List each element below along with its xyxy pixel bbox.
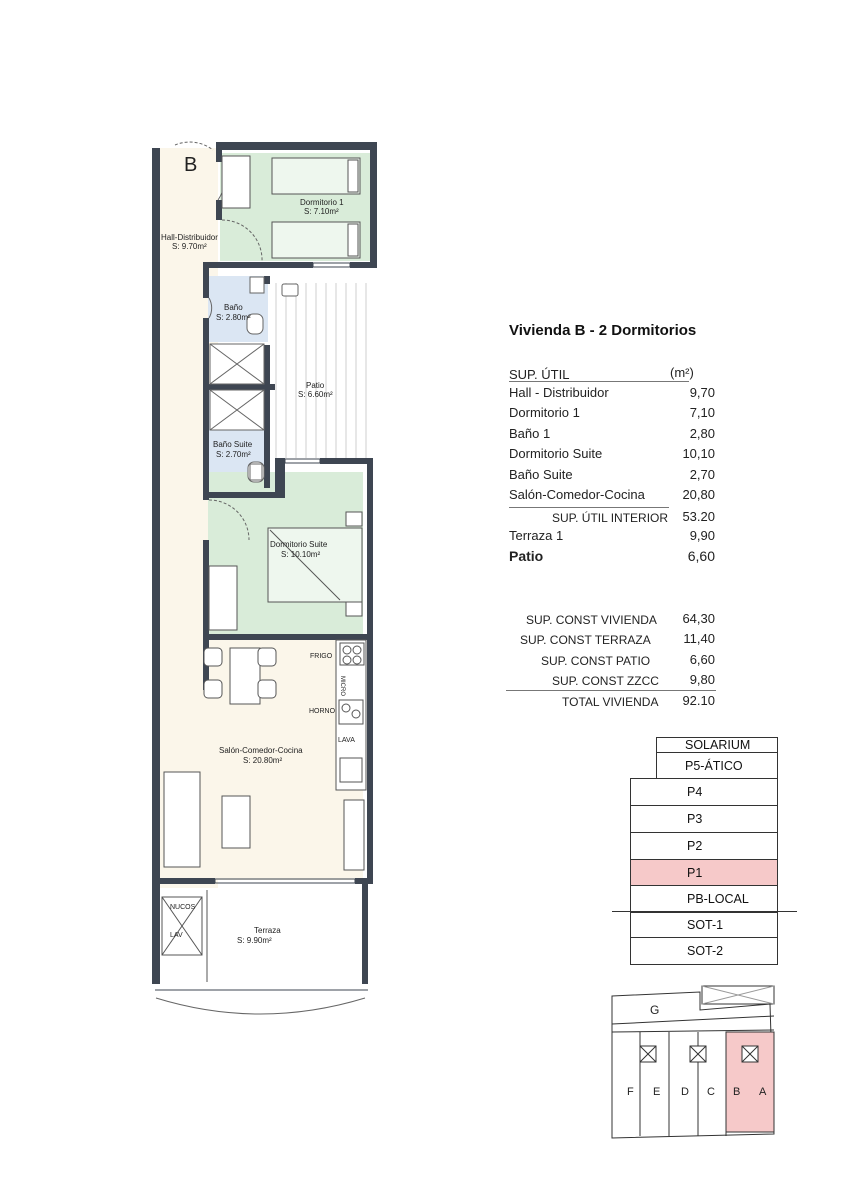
dormitorio1-area: S: 7.10m²: [304, 207, 339, 216]
const-value: 64,30: [682, 611, 715, 626]
const-value: 11,40: [683, 631, 715, 646]
const-label: SUP. CONST TERRAZA: [520, 633, 651, 647]
floor-label: SOT-1: [687, 917, 724, 932]
floor-sot-2: [630, 937, 778, 965]
nucos-label: NUCOS: [170, 904, 196, 911]
patio-label: Patio: [509, 548, 544, 564]
site-unit-label: E: [653, 1086, 661, 1098]
floor-p2: [630, 832, 778, 860]
site-unit-label: D: [681, 1086, 689, 1098]
floor-p1-selected: [630, 859, 778, 886]
const-value: 6,60: [689, 652, 715, 667]
const-label: SUP. CONST PATIO: [541, 654, 651, 668]
site-plan: [612, 986, 774, 1138]
patio-value: 6,60: [687, 548, 715, 564]
floor-label: P5-ÁTICO: [685, 758, 743, 773]
floor-label: SOT-2: [687, 944, 724, 958]
summary-row-value: 2,70: [689, 467, 715, 482]
terraza-value: 9,90: [689, 528, 715, 543]
frigo-label: FRIGO: [310, 653, 333, 660]
interior-label: SUP. ÚTIL INTERIOR: [552, 511, 669, 525]
entry-label: B: [184, 154, 198, 176]
const-label: SUP. CONST VIVIENDA: [526, 613, 657, 627]
summary-row-value: 7,10: [689, 405, 715, 420]
summary-row-value: 9,70: [689, 385, 715, 400]
total-divider: [506, 690, 716, 691]
micro-label: MICRO: [339, 676, 345, 696]
floor-solarium: [656, 737, 778, 753]
const-label: SUP. CONST ZZCC: [552, 674, 659, 688]
hall-area: S: 9.70m²: [172, 242, 207, 251]
total-label: TOTAL VIVIENDA: [562, 695, 659, 709]
salon-area: S: 20.80m²: [243, 756, 283, 765]
floor-pb-local: [630, 885, 778, 913]
lav-label: LAV: [170, 932, 183, 939]
dormitorio1-name: Dormitorio 1: [300, 198, 344, 207]
summary-row-label: Hall - Distribuidor: [509, 385, 609, 400]
terraza-label: Terraza 1: [509, 528, 564, 543]
total-value: 92.10: [682, 693, 715, 708]
summary-row-label: Salón-Comedor-Cocina: [509, 487, 645, 502]
site-unit-label: A: [759, 1086, 767, 1098]
bano-area: S: 2.80m²: [216, 313, 251, 322]
patio-area: S: 6.60m²: [298, 390, 333, 399]
summary-row-label: Baño 1: [509, 426, 551, 441]
lava-label: LAVA: [338, 737, 355, 744]
salon-name: Salón-Comedor-Cocina: [219, 746, 303, 755]
floor-label: P1: [687, 865, 703, 880]
sup-util-header: SUP. ÚTIL: [509, 367, 570, 382]
bano-suite-name: Baño Suite: [213, 440, 253, 449]
summary-row-label: Dormitorio 1: [509, 405, 580, 420]
floor-label: SOLARIUM: [685, 738, 751, 752]
terraza-name: Terraza: [254, 926, 281, 935]
summary-row-value: 20,80: [682, 487, 715, 502]
patio-decking: [276, 283, 366, 458]
floor-sot-1: [630, 912, 778, 938]
dormitorio-suite-name: Dormitorio Suite: [270, 540, 328, 549]
summary-row-label: Dormitorio Suite: [509, 446, 603, 461]
const-value: 9,80: [689, 672, 715, 687]
horno-label: HORNO: [309, 708, 336, 715]
dormitorio-suite-area: S: 10.10m²: [281, 550, 321, 559]
floor-label: P4: [687, 785, 703, 799]
floor-p3: [630, 805, 778, 833]
floor-p4: [630, 778, 778, 806]
interior-value: 53.20: [682, 509, 715, 524]
unit-label: (m²): [670, 365, 694, 380]
site-unit-label: C: [707, 1086, 715, 1098]
summary-row-value: 10,10: [682, 446, 715, 461]
interior-divider: [509, 507, 669, 508]
hall-name: Hall-Distribuidor: [161, 233, 218, 242]
floor-label: P3: [687, 812, 703, 826]
site-block-label: G: [650, 1003, 660, 1017]
bano-name: Baño: [224, 303, 243, 312]
summary-row-label: Baño Suite: [509, 467, 573, 482]
floor-p5-atico: [656, 752, 778, 779]
terraza-area: S: 9.90m²: [237, 936, 272, 945]
floor-label: PB-LOCAL: [687, 892, 749, 906]
floor-label: P2: [687, 839, 703, 853]
summary-row-value: 2,80: [689, 426, 715, 441]
bano-suite-area: S: 2.70m²: [216, 450, 251, 459]
site-unit-label-selected: B: [733, 1086, 741, 1098]
site-unit-label: F: [627, 1086, 634, 1098]
summary-title: Vivienda B - 2 Dormitorios: [509, 322, 697, 339]
patio-name: Patio: [306, 381, 325, 390]
header-divider: [509, 381, 689, 382]
